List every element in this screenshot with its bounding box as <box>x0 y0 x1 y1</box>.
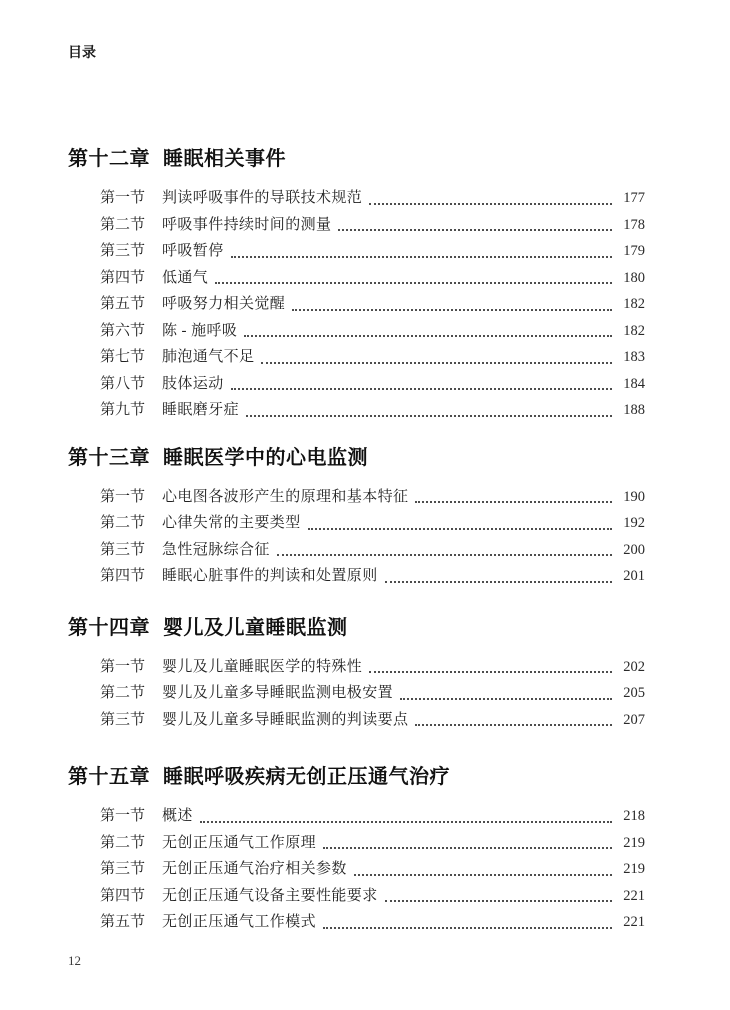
section-title: 低通气 <box>162 269 209 286</box>
dot-leader <box>200 821 612 823</box>
section-page-number: 202 <box>623 658 645 675</box>
chapter-sections <box>68 803 645 936</box>
section-title: 呼吸努力相关觉醒 <box>162 296 286 312</box>
toc-entry <box>100 371 645 398</box>
toc-entry <box>100 537 645 564</box>
section-page-number: 190 <box>623 488 645 505</box>
chapter-label: 第十三章 <box>68 446 150 469</box>
chapter-heading <box>68 147 645 171</box>
section-page-number: 179 <box>623 243 645 259</box>
dot-leader <box>308 528 612 530</box>
section-title: 婴儿及儿童多导睡眠监测的判读要点 <box>162 711 409 728</box>
section-label: 第三节 <box>100 541 146 558</box>
section-title: 婴儿及儿童多导睡眠监测电极安置 <box>162 685 394 701</box>
toc-entry <box>100 707 645 734</box>
section-label: 第七节 <box>100 349 146 365</box>
section-title: 判读呼吸事件的导联技术规范 <box>162 190 363 206</box>
dot-leader <box>415 724 612 726</box>
toc-entry <box>100 265 645 292</box>
section-label: 第一节 <box>100 658 146 675</box>
dot-leader <box>354 874 612 876</box>
section-title: 睡眠心脏事件的判读和处置原则 <box>162 568 378 584</box>
chapter-title: 睡眠医学中的心电监测 <box>163 446 368 469</box>
toc-entry <box>100 909 645 936</box>
toc-entry <box>100 883 645 910</box>
dot-leader <box>215 282 612 284</box>
section-label: 第九节 <box>100 402 146 418</box>
section-label: 第三节 <box>100 711 146 728</box>
section-page-number: 183 <box>623 349 645 365</box>
chapter-title: 睡眠呼吸疾病无创正压通气治疗 <box>163 766 450 788</box>
chapter-15 <box>68 765 645 936</box>
section-label: 第四节 <box>100 269 146 286</box>
dot-leader <box>231 256 612 258</box>
section-label: 第三节 <box>100 243 146 259</box>
section-title: 急性冠脉综合征 <box>162 541 270 558</box>
toc-entry <box>100 238 645 265</box>
chapter-sections <box>68 484 645 590</box>
dot-leader <box>261 362 612 364</box>
toc-entry <box>100 830 645 857</box>
dot-leader <box>369 203 612 205</box>
section-page-number: 218 <box>623 808 645 824</box>
section-label: 第二节 <box>100 685 146 701</box>
section-page-number: 219 <box>623 861 645 877</box>
chapter-13 <box>68 446 645 590</box>
page-footer-number: 12 <box>68 953 81 968</box>
chapter-sections <box>68 654 645 734</box>
section-label: 第四节 <box>100 568 146 584</box>
section-page-number: 177 <box>623 190 645 206</box>
toc-entry <box>100 185 645 212</box>
chapter-heading <box>68 446 645 470</box>
section-label: 第四节 <box>100 887 146 904</box>
chapter-label: 第十五章 <box>68 766 150 788</box>
section-title: 睡眠磨牙症 <box>162 402 240 418</box>
toc-entry <box>100 212 645 239</box>
section-label: 第一节 <box>100 808 146 824</box>
dot-leader <box>415 501 612 503</box>
chapter-heading <box>68 765 645 789</box>
section-title: 概述 <box>162 808 193 824</box>
section-page-number: 205 <box>623 685 645 701</box>
section-page-number: 192 <box>623 515 645 531</box>
dot-leader <box>244 335 612 337</box>
section-label: 第三节 <box>100 861 146 877</box>
dot-leader <box>323 927 612 929</box>
section-label: 第一节 <box>100 190 146 206</box>
page-header: 目录 <box>68 46 96 61</box>
section-label: 第五节 <box>100 296 146 312</box>
toc-content <box>0 147 730 936</box>
toc-entry <box>100 680 645 707</box>
section-page-number: 201 <box>623 568 645 584</box>
chapter-label: 第十二章 <box>68 148 150 170</box>
toc-entry <box>100 563 645 590</box>
toc-entry <box>100 318 645 345</box>
section-page-number: 188 <box>623 402 645 418</box>
chapter-sections <box>68 185 645 424</box>
section-title: 心电图各波形产生的原理和基本特征 <box>162 488 409 505</box>
dot-leader <box>400 698 612 700</box>
section-title: 肢体运动 <box>162 375 224 392</box>
section-label: 第六节 <box>100 322 146 339</box>
dot-leader <box>338 229 612 231</box>
section-title: 无创正压通气设备主要性能要求 <box>162 887 378 904</box>
section-title: 呼吸事件持续时间的测量 <box>162 216 332 233</box>
toc-entry <box>100 484 645 511</box>
section-page-number: 182 <box>623 296 645 312</box>
chapter-title: 婴儿及儿童睡眠监测 <box>163 616 348 639</box>
dot-leader <box>323 847 612 849</box>
dot-leader <box>385 581 612 583</box>
section-label: 第二节 <box>100 834 146 851</box>
section-title: 无创正压通气治疗相关参数 <box>162 861 347 877</box>
section-title: 陈 - 施呼吸 <box>162 322 238 339</box>
toc-entry <box>100 654 645 681</box>
section-page-number: 178 <box>623 216 645 233</box>
section-page-number: 221 <box>623 914 645 930</box>
section-label: 第二节 <box>100 216 146 233</box>
section-page-number: 221 <box>623 887 645 904</box>
dot-leader <box>231 388 612 390</box>
dot-leader <box>385 900 612 902</box>
section-label: 第五节 <box>100 914 146 930</box>
section-page-number: 182 <box>623 322 645 339</box>
dot-leader <box>246 415 612 417</box>
toc-entry <box>100 803 645 830</box>
toc-entry <box>100 856 645 883</box>
section-label: 第二节 <box>100 515 146 531</box>
chapter-title: 睡眠相关事件 <box>163 148 286 170</box>
section-title: 无创正压通气工作原理 <box>162 834 317 851</box>
section-title: 无创正压通气工作模式 <box>162 914 317 930</box>
toc-entry <box>100 291 645 318</box>
dot-leader <box>292 309 612 311</box>
section-page-number: 180 <box>623 269 645 286</box>
chapter-heading <box>68 616 645 640</box>
toc-entry <box>100 397 645 424</box>
toc-entry <box>100 344 645 371</box>
section-title: 婴儿及儿童睡眠医学的特殊性 <box>162 658 363 675</box>
section-label: 第八节 <box>100 375 146 392</box>
toc-entry <box>100 510 645 537</box>
section-page-number: 200 <box>623 541 645 558</box>
section-page-number: 184 <box>623 375 645 392</box>
chapter-label: 第十四章 <box>68 616 150 639</box>
section-page-number: 219 <box>623 834 645 851</box>
chapter-12 <box>68 147 645 424</box>
dot-leader <box>369 671 612 673</box>
dot-leader <box>277 554 612 556</box>
section-title: 肺泡通气不足 <box>162 349 255 365</box>
section-label: 第一节 <box>100 488 146 505</box>
section-page-number: 207 <box>623 711 645 728</box>
chapter-14 <box>68 616 645 734</box>
section-title: 心律失常的主要类型 <box>162 515 301 531</box>
section-title: 呼吸暂停 <box>162 243 224 259</box>
